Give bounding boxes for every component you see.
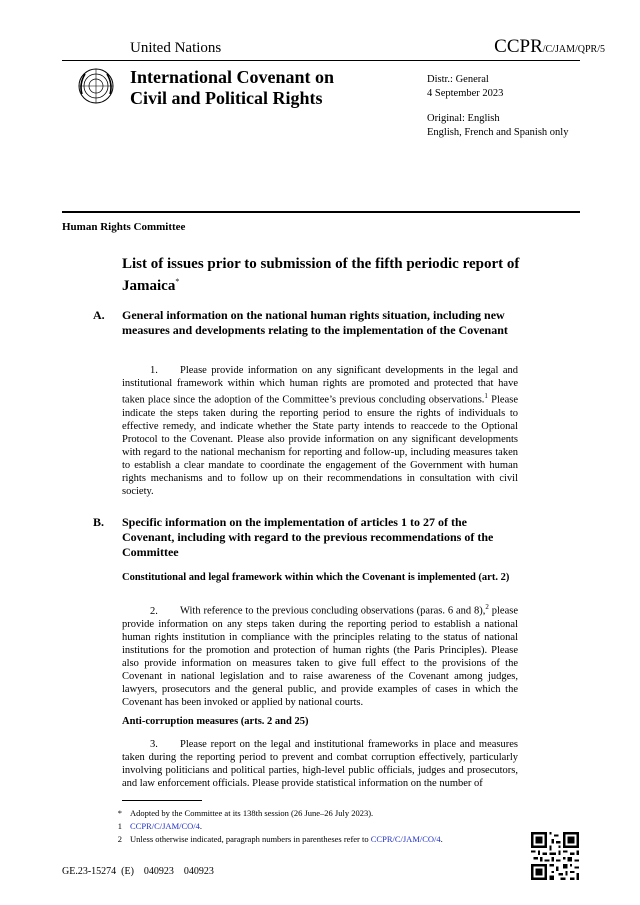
footnote-star: * Adopted by the Committee at its 138th session (26 June–26 July 2023). xyxy=(117,808,374,818)
footnote-1: 1 CCPR/C/JAM/CO/4. xyxy=(117,821,203,831)
footnote-2-link[interactable]: CCPR/C/JAM/CO/4 xyxy=(370,834,441,844)
qr-code-icon xyxy=(531,832,579,880)
paragraph-2: 2. With reference to the previous concluding observations (paras. 6 and 8),$^2$ please provide information on any steps taken during the reporting period to establish a national human rights institution in compliance with the principles relating to the status of national institutions for the promotion and protection of human rights (the Paris Principles). Please also provide information on measures taken to give full effect to the provisions of the Covenant in national legislation and to raise awareness of the Covenant among judges, lawyers, prosecutors and the general public, and provide examples of cases in which the Covenant has been invoked or applied by national courts. xyxy=(122,603,518,708)
document-code: GE.23-15274 (E) 040923 040923 xyxy=(62,866,214,877)
footnote-rule xyxy=(122,800,202,801)
subheading-constitutional: Constitutional and legal framework within which the Covenant is implemented (art. 2) xyxy=(122,572,510,583)
org-name: United Nations xyxy=(130,40,222,56)
distribution-block: Distr.: General 4 September 2023 xyxy=(427,74,504,99)
footnotes xyxy=(108,807,528,846)
paragraph-1: 1. Please provide information on any significant developments in the legal and institutional framework within which human rights are promoted and protected that have taken place since the adoption of the Committee’s previous concluding observations.$^1$ Please indicate the steps taken during the reporting period to ensure the rights of individuals to effective remedy, and indicate whether the State party intends to reaccede to the Optional Protocol to the Covenant. Please also provide information on any significant developments with regard to the national mechanism for reporting and follow-up, including measures taken to establish a clear mandate to coordinate the engagement of the Government with human rights mechanisms and to follow up on their recommendations in consultation with civil society. xyxy=(122,365,518,497)
language-block: Original: English English, French and Spanish only xyxy=(427,113,569,138)
covenant-title: International Covenant on Civil and Political Rights xyxy=(130,67,335,108)
header-rule xyxy=(62,211,580,213)
subheading-anti-corruption: Anti-corruption measures (arts. 2 and 25) xyxy=(122,716,309,727)
section-b-letter: B. xyxy=(93,515,105,529)
doc-symbol: CCPR/C/JAM/QPR/5 xyxy=(494,36,605,57)
section-a-heading: General information on the national human rights situation, including new measures and developments relating to the implementation of the Covenant xyxy=(122,308,508,337)
section-b-heading: Specific information on the implementation of articles 1 to 27 of the Covenant, including with regard to the previous recommendations of the Committee xyxy=(122,515,494,559)
footnote-1-link[interactable]: CCPR/C/JAM/CO/4 xyxy=(130,821,200,831)
committee-name: Human Rights Committee xyxy=(62,221,186,233)
paragraph-3: 3. Please report on the legal and institutional frameworks in place and measures taken during the reporting period to prevent and combat corruption effectively, particularly involving politicians and political parties, high-level public officials, judges and prosecutors, and law enforcement officials. Please provide statistical information on the number of xyxy=(122,739,518,789)
section-a-letter: A. xyxy=(93,308,105,322)
footnote-2: 2 Unless otherwise indicated, paragraph numbers in parentheses refer to CCPR/C/JAM/CO/4. xyxy=(117,834,443,844)
un-emblem-icon xyxy=(76,66,116,106)
page-title: List of issues prior to submission of the fifth periodic report of Jamaica* xyxy=(122,256,520,294)
top-rule xyxy=(62,60,580,61)
